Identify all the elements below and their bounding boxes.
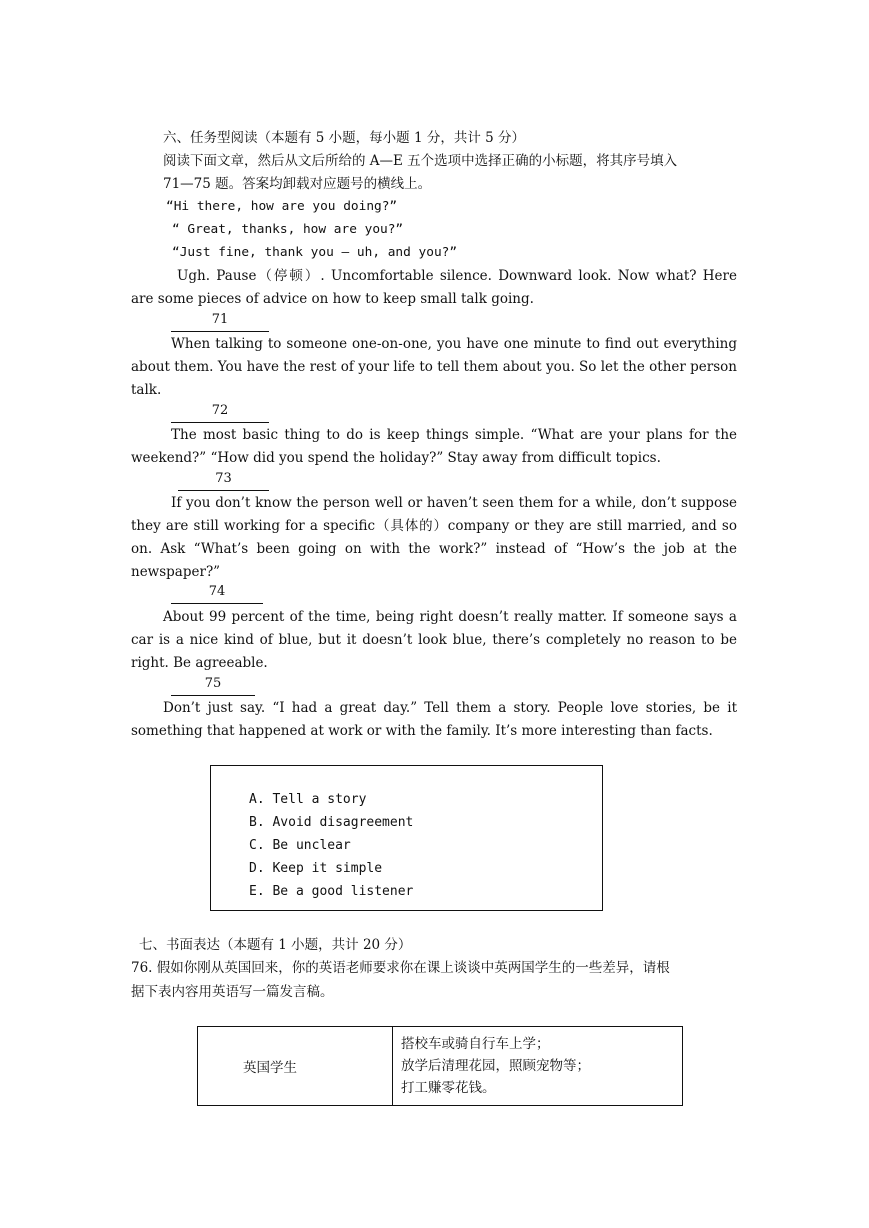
answer-blank-74[interactable] [171, 583, 263, 604]
paragraph-75: Don’t just say. “I had a great day.” Tell them a story. People love stories, be it something that happened at work or with the family. It’s more interesting than facts. [131, 700, 737, 739]
section6-instruction-line1: 阅读下面文章，然后从文后所给的 A—E 五个选项中选择正确的小标题，将其序号填入 [163, 153, 678, 169]
table-item-3: 打工赚零花钱。 [401, 1080, 496, 1096]
section7-question-line1: 76. 假如你刚从英国回来，你的英语老师要求你在课上谈谈中英两国学生的一些差异，请根 [131, 960, 670, 976]
table-item-1: 搭校车或骑自行车上学； [401, 1036, 550, 1052]
answer-blank-72[interactable] [171, 402, 269, 423]
paragraph-71: When talking to someone one-on-one, you have one minute to find out everything about them. You have the rest of your life to tell them about you. So let the other person talk. [131, 336, 737, 398]
blank-number: 71 [211, 312, 229, 327]
section7-heading: 七、书面表达（本题有 1 小题，共计 20 分） [139, 937, 412, 953]
blank-number: 72 [211, 403, 229, 418]
intro-paragraph: Ugh. Pause（停顿）. Uncomfortable silence. Downward look. Now what? Here are some pieces of advice on how to keep small talk going. [131, 268, 737, 307]
uk-student-table [197, 1026, 683, 1106]
paragraph-74: About 99 percent of the time, being right doesn’t really matter. If someone says a car is a nice kind of blue, but it doesn’t look blue, there’s completely no reason to be right. Be agreeable. [131, 609, 737, 671]
answer-blank-73[interactable] [178, 470, 269, 491]
dialogue-line-1: “Hi there, how are you doing?” [166, 199, 398, 214]
table-row [198, 1027, 683, 1106]
answer-blank-71[interactable] [171, 311, 269, 332]
option-e: E. Be a good listener [249, 884, 414, 899]
option-a: A. Tell a story [249, 792, 367, 807]
paragraph-72: The most basic thing to do is keep things simple. “What are your plans for the weekend?” “How did you spend the holiday?” Stay away from difficult topics. [131, 427, 737, 466]
dialogue-line-2: “ Great, thanks, how are you?” [172, 222, 404, 237]
answer-blank-75[interactable] [171, 675, 255, 696]
options-box [210, 765, 603, 911]
section6-instruction-line2: 71—75 题。答案均卸载对应题号的横线上。 [163, 176, 432, 192]
section7-question-line2: 据下表内容用英语写一篇发言稿。 [131, 984, 334, 1000]
section6-heading: 六、任务型阅读（本题有 5 小题，每小题 1 分，共计 5 分） [163, 130, 526, 146]
option-b: B. Avoid disagreement [249, 815, 414, 830]
blank-number: 73 [215, 471, 232, 486]
table-label: 英国学生 [243, 1060, 297, 1076]
dialogue-line-3: “Just fine, thank you — uh, and you?” [172, 245, 458, 260]
table-label-cell [198, 1027, 393, 1106]
paragraph-73: If you don’t know the person well or haven’t seen them for a while, don’t suppose they are still working for a specific（具体的）company or they are still married, and so on. Ask “What’s been going on with the work?” instead of “How’s the job at the newspaper?” [131, 495, 737, 580]
table-item-2: 放学后清理花园，照顾宠物等； [401, 1058, 590, 1074]
blank-number: 75 [204, 676, 222, 691]
option-c: C. Be unclear [249, 838, 351, 853]
option-d: D. Keep it simple [249, 861, 383, 876]
table-content-cell [393, 1027, 683, 1106]
blank-number: 74 [208, 584, 226, 599]
